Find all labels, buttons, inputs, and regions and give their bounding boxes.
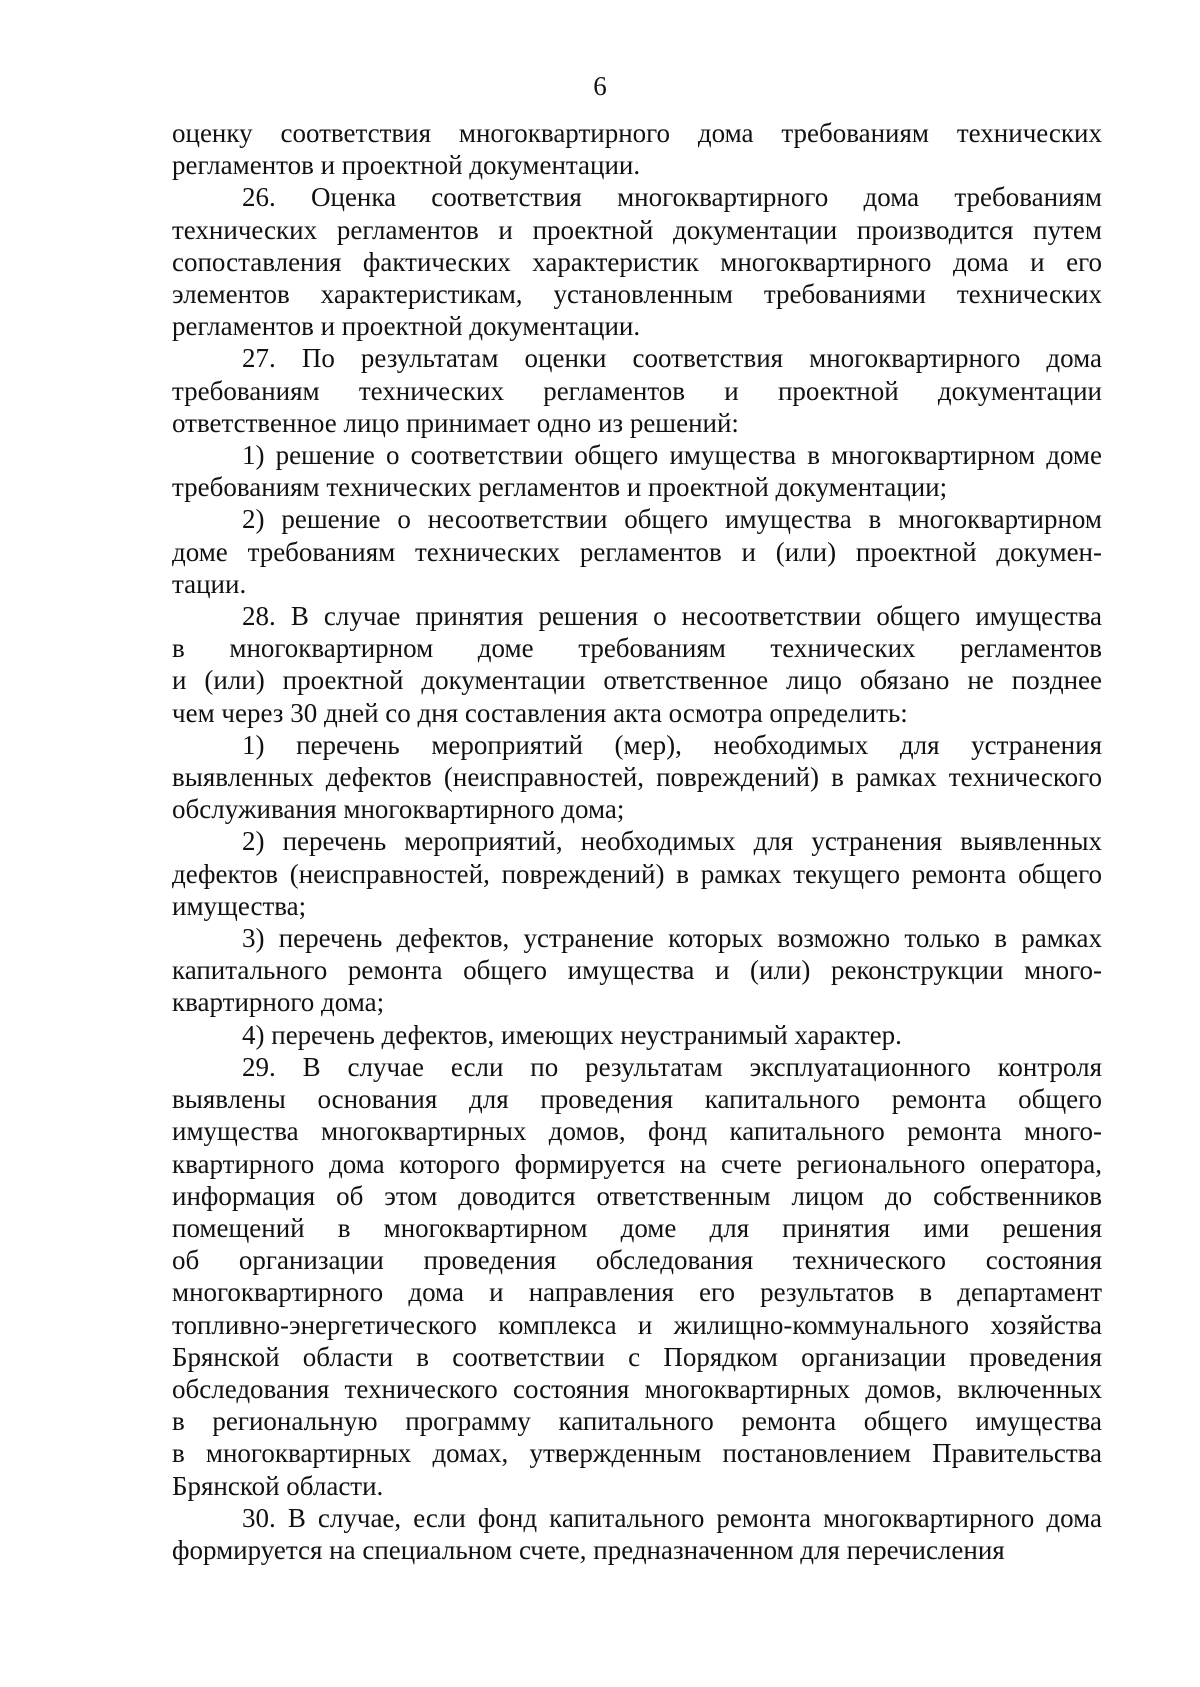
text-line: Брянской области в соответствии с Порядком организации проведения [172,1341,1102,1372]
text-line: имущества многоквартирных домов, фонд капитального ремонта много- [172,1116,1102,1147]
text-line: дефектов (неисправностей, повреждений) в рамках текущего ремонта общего [172,858,1102,889]
text-line: ответственное лицо принимает одно из решений: [172,407,739,438]
text-line: формируется на специальном счете, предназначенном для перечисления [172,1534,1005,1565]
paragraph-p28-1 [172,729,1102,826]
text-line: оценку соответствия многоквартирного дома требованиям технических [172,118,1102,148]
text-line: сопоставления фактических характеристик многоквартирного дома и его [172,246,1102,277]
text-line: 27. По результатам оценки соответствия многоквартирного дома [242,343,1102,374]
text-line: 3) перечень дефектов, устранение которых возможно только в рамках [242,923,1102,954]
text-line: 29. В случае если по результатам эксплуатационного контроля [242,1051,1102,1082]
document-body [172,117,1102,1566]
text-line: 28. В случае принятия решения о несоответствии общего имущества [242,601,1102,632]
text-line: доме требованиям технических регламентов и (или) проектной докумен- [172,536,1102,567]
text-line: выявленных дефектов (неисправностей, повреждений) в рамках технического [172,762,1102,793]
paragraph-p26 [172,181,1102,342]
text-line: 30. В случае, если фонд капитального ремонта многоквартирного дома [242,1502,1102,1533]
text-line: и (или) проектной документации ответственное лицо обязано не позднее [172,665,1102,696]
text-line: 1) перечень мероприятий (мер), необходимых для устранения [242,729,1102,760]
text-line: 1) решение о соответствии общего имущества в многоквартирном доме [242,440,1102,471]
text-line: в многоквартирных домах, утвержденным постановлением Правительства [172,1438,1102,1469]
text-line: имущества; [172,890,307,921]
paragraph-p28-4 [172,1019,1102,1051]
text-line: регламентов и проектной документации. [172,150,641,181]
text-line: многоквартирного дома и направления его результатов в департамент [172,1277,1102,1308]
text-line: 2) решение о несоответствии общего имущества в многоквартирном [242,504,1102,535]
paragraph-p29 [172,1051,1102,1502]
page-number: 6 [593,71,607,101]
text-line: в многоквартирном доме требованиям технических регламентов [172,633,1102,664]
text-line: Брянской области. [172,1470,384,1501]
text-line: требованиям технических регламентов и проектной документации; [172,472,948,503]
paragraph-p30 [172,1502,1102,1566]
text-line: информация об этом доводится ответственным лицом до собственников [172,1180,1102,1211]
text-line: топливно-энергетического комплекса и жилищно-коммунального хозяйства [172,1309,1102,1340]
text-line: квартирного дома которого формируется на счете регионального оператора, [172,1148,1102,1179]
paragraph-p27-1 [172,439,1102,503]
text-line: об организации проведения обследования технического состояния [172,1245,1102,1276]
text-line: регламентов и проектной документации. [172,311,641,342]
paragraph-p28-2 [172,825,1102,922]
paragraph-p27 [172,342,1102,439]
paragraph-p28 [172,600,1102,729]
paragraph-p27-2 [172,503,1102,600]
text-line: элементов характеристикам, установленным требованиями технических [172,279,1102,310]
text-line: 4) перечень дефектов, имеющих неустранимый характер. [242,1019,902,1050]
text-line: 26. Оценка соответствия многоквартирного дома требованиям [242,182,1102,213]
text-line: 2) перечень мероприятий, необходимых для устранения выявленных [242,826,1102,857]
paragraph-p25-end [172,117,1102,181]
text-line: обслуживания многоквартирного дома; [172,794,625,825]
text-line: технических регламентов и проектной документации производится путем [172,214,1102,245]
text-line: капитального ремонта общего имущества и (или) реконструкции много- [172,955,1102,986]
text-line: обследования технического состояния многоквартирных домов, включенных [172,1373,1102,1404]
text-line: выявлены основания для проведения капитального ремонта общего [172,1084,1102,1115]
text-line: тации. [172,568,247,599]
paragraph-p28-3 [172,922,1102,1019]
text-line: квартирного дома; [172,987,385,1018]
text-line: требованиям технических регламентов и проектной документации [172,375,1102,406]
text-line: помещений в многоквартирном доме для принятия ими решения [172,1212,1102,1243]
text-line: в региональную программу капитального ремонта общего имущества [172,1406,1102,1437]
text-line: чем через 30 дней со дня составления акта осмотра определить: [172,697,908,728]
